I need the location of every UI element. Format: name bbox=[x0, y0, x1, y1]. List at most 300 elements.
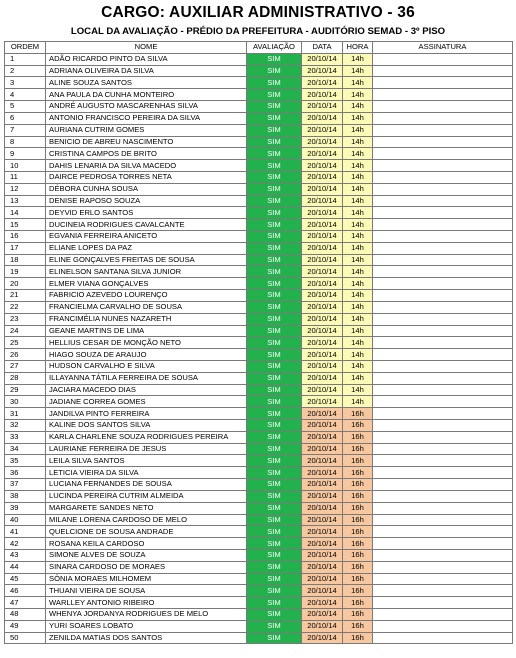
cell-ordem: 48 bbox=[5, 609, 46, 621]
column-header-hora: HORA bbox=[343, 42, 373, 54]
cell-avaliacao: SIM bbox=[247, 396, 302, 408]
cell-avaliacao: SIM bbox=[247, 148, 302, 160]
cell-hora: 14h bbox=[343, 77, 373, 89]
cell-data: 20/10/14 bbox=[302, 301, 343, 313]
cell-hora: 16h bbox=[343, 408, 373, 420]
cell-ordem: 44 bbox=[5, 561, 46, 573]
cell-ordem: 20 bbox=[5, 278, 46, 290]
cell-data: 20/10/14 bbox=[302, 325, 343, 337]
table-row bbox=[5, 620, 513, 632]
cell-nome: ELINE GONÇALVES FREITAS DE SOUSA bbox=[46, 254, 247, 266]
cell-assinatura bbox=[373, 360, 513, 372]
cell-hora: 14h bbox=[343, 207, 373, 219]
cell-ordem: 42 bbox=[5, 538, 46, 550]
cell-assinatura bbox=[373, 207, 513, 219]
cell-avaliacao: SIM bbox=[247, 372, 302, 384]
cell-data: 20/10/14 bbox=[302, 219, 343, 231]
cell-avaliacao: SIM bbox=[247, 171, 302, 183]
cell-assinatura bbox=[373, 526, 513, 538]
cell-ordem: 32 bbox=[5, 420, 46, 432]
cell-hora: 14h bbox=[343, 65, 373, 77]
table-row bbox=[5, 396, 513, 408]
cell-data: 20/10/14 bbox=[302, 183, 343, 195]
table-header-row bbox=[5, 42, 513, 54]
cell-nome: LETICIA VIEIRA DA SILVA bbox=[46, 467, 247, 479]
table-row bbox=[5, 502, 513, 514]
cell-hora: 16h bbox=[343, 561, 373, 573]
cell-avaliacao: SIM bbox=[247, 597, 302, 609]
cell-data: 20/10/14 bbox=[302, 313, 343, 325]
cell-nome: QUELCIONE DE SOUSA ANDRADE bbox=[46, 526, 247, 538]
cell-nome: KARLA CHARLENE SOUZA RODRIGUES PEREIRA bbox=[46, 431, 247, 443]
cell-avaliacao: SIM bbox=[247, 313, 302, 325]
cell-assinatura bbox=[373, 479, 513, 491]
cell-avaliacao: SIM bbox=[247, 290, 302, 302]
cell-nome: DÉBORA CUNHA SOUSA bbox=[46, 183, 247, 195]
cell-assinatura bbox=[373, 160, 513, 172]
cell-data: 20/10/14 bbox=[302, 171, 343, 183]
cell-avaliacao: SIM bbox=[247, 420, 302, 432]
cell-avaliacao: SIM bbox=[247, 431, 302, 443]
cell-assinatura bbox=[373, 183, 513, 195]
cell-hora: 14h bbox=[343, 148, 373, 160]
cell-hora: 14h bbox=[343, 254, 373, 266]
cell-avaliacao: SIM bbox=[247, 53, 302, 65]
cell-data: 20/10/14 bbox=[302, 254, 343, 266]
cell-data: 20/10/14 bbox=[302, 101, 343, 113]
cell-avaliacao: SIM bbox=[247, 160, 302, 172]
cell-nome: ZENILDA MATIAS DOS SANTOS bbox=[46, 632, 247, 644]
cell-hora: 16h bbox=[343, 620, 373, 632]
table-row bbox=[5, 443, 513, 455]
cell-nome: EGVANIA FERREIRA ANICETO bbox=[46, 231, 247, 243]
cell-assinatura bbox=[373, 278, 513, 290]
cell-nome: DAHIS LENARIA DA SILVA MACEDO bbox=[46, 160, 247, 172]
cell-assinatura bbox=[373, 148, 513, 160]
cell-hora: 16h bbox=[343, 585, 373, 597]
cell-nome: JACIARA MACEDO DIAS bbox=[46, 384, 247, 396]
cell-nome: CRISTINA CAMPOS DE BRITO bbox=[46, 148, 247, 160]
table-row bbox=[5, 301, 513, 313]
cell-hora: 16h bbox=[343, 431, 373, 443]
table-row bbox=[5, 124, 513, 136]
cell-hora: 16h bbox=[343, 573, 373, 585]
cell-data: 20/10/14 bbox=[302, 360, 343, 372]
cell-avaliacao: SIM bbox=[247, 183, 302, 195]
cell-avaliacao: SIM bbox=[247, 337, 302, 349]
cell-avaliacao: SIM bbox=[247, 443, 302, 455]
cell-ordem: 33 bbox=[5, 431, 46, 443]
table-row bbox=[5, 254, 513, 266]
cell-data: 20/10/14 bbox=[302, 266, 343, 278]
cell-assinatura bbox=[373, 632, 513, 644]
cell-assinatura bbox=[373, 219, 513, 231]
cell-avaliacao: SIM bbox=[247, 266, 302, 278]
table-row bbox=[5, 609, 513, 621]
cell-nome: DUCINEIA RODRIGUES CAVALCANTE bbox=[46, 219, 247, 231]
cell-avaliacao: SIM bbox=[247, 502, 302, 514]
cell-hora: 14h bbox=[343, 160, 373, 172]
cell-hora: 14h bbox=[343, 290, 373, 302]
cell-avaliacao: SIM bbox=[247, 455, 302, 467]
cell-avaliacao: SIM bbox=[247, 408, 302, 420]
table-row bbox=[5, 585, 513, 597]
cell-hora: 14h bbox=[343, 195, 373, 207]
cell-avaliacao: SIM bbox=[247, 89, 302, 101]
cell-avaliacao: SIM bbox=[247, 384, 302, 396]
cell-assinatura bbox=[373, 585, 513, 597]
cell-avaliacao: SIM bbox=[247, 195, 302, 207]
cell-data: 20/10/14 bbox=[302, 112, 343, 124]
cell-assinatura bbox=[373, 325, 513, 337]
cell-nome: THUANI VIEIRA DE SOUSA bbox=[46, 585, 247, 597]
cell-assinatura bbox=[373, 561, 513, 573]
table-row bbox=[5, 325, 513, 337]
cell-ordem: 12 bbox=[5, 183, 46, 195]
cell-data: 20/10/14 bbox=[302, 278, 343, 290]
cell-data: 20/10/14 bbox=[302, 124, 343, 136]
cell-ordem: 19 bbox=[5, 266, 46, 278]
cell-hora: 14h bbox=[343, 301, 373, 313]
cell-hora: 16h bbox=[343, 632, 373, 644]
cell-ordem: 22 bbox=[5, 301, 46, 313]
cell-data: 20/10/14 bbox=[302, 349, 343, 361]
cell-avaliacao: SIM bbox=[247, 254, 302, 266]
cell-assinatura bbox=[373, 514, 513, 526]
cell-nome: JANDILVA PINTO FERREIRA bbox=[46, 408, 247, 420]
cell-avaliacao: SIM bbox=[247, 112, 302, 124]
cell-avaliacao: SIM bbox=[247, 301, 302, 313]
cell-hora: 14h bbox=[343, 396, 373, 408]
cell-ordem: 15 bbox=[5, 219, 46, 231]
cell-avaliacao: SIM bbox=[247, 467, 302, 479]
cell-assinatura bbox=[373, 573, 513, 585]
cell-ordem: 40 bbox=[5, 514, 46, 526]
table-row bbox=[5, 573, 513, 585]
cell-assinatura bbox=[373, 89, 513, 101]
table-row bbox=[5, 420, 513, 432]
cell-avaliacao: SIM bbox=[247, 349, 302, 361]
cell-assinatura bbox=[373, 313, 513, 325]
table-body bbox=[5, 53, 513, 644]
table-row bbox=[5, 183, 513, 195]
cell-data: 20/10/14 bbox=[302, 573, 343, 585]
cell-nome: DAIRCE PEDROSA TORRES NETA bbox=[46, 171, 247, 183]
cell-data: 20/10/14 bbox=[302, 420, 343, 432]
column-header-assinatura: ASSINATURA bbox=[373, 42, 513, 54]
cell-hora: 14h bbox=[343, 124, 373, 136]
cell-data: 20/10/14 bbox=[302, 490, 343, 502]
cell-data: 20/10/14 bbox=[302, 337, 343, 349]
cell-avaliacao: SIM bbox=[247, 490, 302, 502]
cell-hora: 14h bbox=[343, 313, 373, 325]
cell-data: 20/10/14 bbox=[302, 231, 343, 243]
page-title: CARGO: AUXILIAR ADMINISTRATIVO - 36 bbox=[101, 4, 415, 21]
cell-hora: 14h bbox=[343, 183, 373, 195]
cell-data: 20/10/14 bbox=[302, 526, 343, 538]
cell-avaliacao: SIM bbox=[247, 242, 302, 254]
cell-hora: 14h bbox=[343, 171, 373, 183]
column-header-nome: NOME bbox=[46, 42, 247, 54]
cell-ordem: 50 bbox=[5, 632, 46, 644]
cell-hora: 14h bbox=[343, 219, 373, 231]
cell-avaliacao: SIM bbox=[247, 325, 302, 337]
cell-ordem: 8 bbox=[5, 136, 46, 148]
table-row bbox=[5, 372, 513, 384]
table-row bbox=[5, 53, 513, 65]
cell-data: 20/10/14 bbox=[302, 160, 343, 172]
cell-data: 20/10/14 bbox=[302, 53, 343, 65]
cell-data: 20/10/14 bbox=[302, 148, 343, 160]
table-row bbox=[5, 148, 513, 160]
table-row bbox=[5, 526, 513, 538]
cell-ordem: 24 bbox=[5, 325, 46, 337]
cell-hora: 16h bbox=[343, 490, 373, 502]
cell-avaliacao: SIM bbox=[247, 124, 302, 136]
cell-assinatura bbox=[373, 372, 513, 384]
cell-assinatura bbox=[373, 301, 513, 313]
cell-hora: 14h bbox=[343, 53, 373, 65]
cell-avaliacao: SIM bbox=[247, 538, 302, 550]
cell-ordem: 37 bbox=[5, 479, 46, 491]
cell-hora: 14h bbox=[343, 278, 373, 290]
cell-ordem: 9 bbox=[5, 148, 46, 160]
table-row bbox=[5, 112, 513, 124]
cell-nome: LUCIANA FERNANDES DE SOUSA bbox=[46, 479, 247, 491]
cell-hora: 14h bbox=[343, 242, 373, 254]
cell-nome: ELINELSON SANTANA SILVA JUNIOR bbox=[46, 266, 247, 278]
cell-data: 20/10/14 bbox=[302, 242, 343, 254]
cell-ordem: 35 bbox=[5, 455, 46, 467]
cell-assinatura bbox=[373, 502, 513, 514]
cell-data: 20/10/14 bbox=[302, 396, 343, 408]
cell-ordem: 34 bbox=[5, 443, 46, 455]
cell-data: 20/10/14 bbox=[302, 443, 343, 455]
cell-nome: ANDRÉ AUGUSTO MASCARENHAS SILVA bbox=[46, 101, 247, 113]
cell-hora: 14h bbox=[343, 231, 373, 243]
cell-nome: LAURIANE FERREIRA DE JESUS bbox=[46, 443, 247, 455]
cell-assinatura bbox=[373, 65, 513, 77]
cell-nome: ALINE SOUZA SANTOS bbox=[46, 77, 247, 89]
cell-avaliacao: SIM bbox=[247, 77, 302, 89]
cell-nome: ANTONIO FRANCISCO PEREIRA DA SILVA bbox=[46, 112, 247, 124]
table-row bbox=[5, 431, 513, 443]
cell-data: 20/10/14 bbox=[302, 431, 343, 443]
cell-assinatura bbox=[373, 290, 513, 302]
cell-nome: JADIANE CORREA GOMES bbox=[46, 396, 247, 408]
table-row bbox=[5, 278, 513, 290]
cell-ordem: 39 bbox=[5, 502, 46, 514]
cell-hora: 14h bbox=[343, 384, 373, 396]
cell-avaliacao: SIM bbox=[247, 207, 302, 219]
cell-avaliacao: SIM bbox=[247, 278, 302, 290]
cell-ordem: 21 bbox=[5, 290, 46, 302]
cell-assinatura bbox=[373, 455, 513, 467]
page-subtitle: LOCAL DA AVALIAÇÃO - PRÉDIO DA PREFEITURA - AUDITÓRIO SEMAD - 3º PISO bbox=[70, 26, 446, 37]
cell-nome: ADRIANA OLIVEIRA DA SILVA bbox=[46, 65, 247, 77]
table-row bbox=[5, 514, 513, 526]
cell-assinatura bbox=[373, 171, 513, 183]
cell-assinatura bbox=[373, 431, 513, 443]
table-row bbox=[5, 360, 513, 372]
cell-assinatura bbox=[373, 549, 513, 561]
cell-ordem: 2 bbox=[5, 65, 46, 77]
cell-avaliacao: SIM bbox=[247, 101, 302, 113]
table-row bbox=[5, 561, 513, 573]
cell-ordem: 29 bbox=[5, 384, 46, 396]
cell-assinatura bbox=[373, 620, 513, 632]
table-row bbox=[5, 266, 513, 278]
cell-hora: 16h bbox=[343, 597, 373, 609]
cell-hora: 16h bbox=[343, 538, 373, 550]
cell-ordem: 30 bbox=[5, 396, 46, 408]
cell-ordem: 36 bbox=[5, 467, 46, 479]
cell-data: 20/10/14 bbox=[302, 408, 343, 420]
cell-assinatura bbox=[373, 231, 513, 243]
cell-nome: LUCINDA PEREIRA CUTRIM ALMEIDA bbox=[46, 490, 247, 502]
cell-ordem: 45 bbox=[5, 573, 46, 585]
cell-hora: 16h bbox=[343, 549, 373, 561]
cell-assinatura bbox=[373, 396, 513, 408]
cell-hora: 16h bbox=[343, 609, 373, 621]
column-header-avaliacao: AVALIAÇÃO bbox=[247, 42, 302, 54]
cell-assinatura bbox=[373, 490, 513, 502]
cell-data: 20/10/14 bbox=[302, 561, 343, 573]
cell-assinatura bbox=[373, 384, 513, 396]
cell-ordem: 11 bbox=[5, 171, 46, 183]
cell-avaliacao: SIM bbox=[247, 620, 302, 632]
cell-assinatura bbox=[373, 195, 513, 207]
cell-assinatura bbox=[373, 467, 513, 479]
cell-hora: 14h bbox=[343, 349, 373, 361]
table-row bbox=[5, 467, 513, 479]
cell-avaliacao: SIM bbox=[247, 561, 302, 573]
cell-avaliacao: SIM bbox=[247, 549, 302, 561]
cell-data: 20/10/14 bbox=[302, 77, 343, 89]
table-row bbox=[5, 195, 513, 207]
cell-ordem: 49 bbox=[5, 620, 46, 632]
table-row bbox=[5, 160, 513, 172]
cell-hora: 14h bbox=[343, 136, 373, 148]
cell-ordem: 6 bbox=[5, 112, 46, 124]
cell-data: 20/10/14 bbox=[302, 65, 343, 77]
cell-avaliacao: SIM bbox=[247, 479, 302, 491]
cell-assinatura bbox=[373, 408, 513, 420]
cell-avaliacao: SIM bbox=[247, 609, 302, 621]
table-row bbox=[5, 207, 513, 219]
cell-ordem: 28 bbox=[5, 372, 46, 384]
cell-nome: WHENYA JORDANYA RODRIGUES DE MELO bbox=[46, 609, 247, 621]
cell-hora: 16h bbox=[343, 467, 373, 479]
cell-hora: 16h bbox=[343, 443, 373, 455]
cell-nome: FRANCIELMA CARVALHO DE SOUSA bbox=[46, 301, 247, 313]
cell-nome: DENISE RAPOSO SOUZA bbox=[46, 195, 247, 207]
cell-hora: 14h bbox=[343, 89, 373, 101]
cell-data: 20/10/14 bbox=[302, 620, 343, 632]
cell-assinatura bbox=[373, 101, 513, 113]
cell-nome: ELIANE LOPES DA PAZ bbox=[46, 242, 247, 254]
cell-data: 20/10/14 bbox=[302, 207, 343, 219]
cell-hora: 16h bbox=[343, 502, 373, 514]
table-row bbox=[5, 171, 513, 183]
cell-nome: SIMONE ALVES DE SOUZA bbox=[46, 549, 247, 561]
cell-assinatura bbox=[373, 337, 513, 349]
cell-data: 20/10/14 bbox=[302, 290, 343, 302]
table-row bbox=[5, 455, 513, 467]
cell-data: 20/10/14 bbox=[302, 89, 343, 101]
table-row bbox=[5, 313, 513, 325]
cell-assinatura bbox=[373, 266, 513, 278]
table-row bbox=[5, 77, 513, 89]
cell-ordem: 31 bbox=[5, 408, 46, 420]
cell-ordem: 14 bbox=[5, 207, 46, 219]
cell-ordem: 23 bbox=[5, 313, 46, 325]
table-row bbox=[5, 349, 513, 361]
table-row bbox=[5, 490, 513, 502]
cell-hora: 16h bbox=[343, 479, 373, 491]
cell-avaliacao: SIM bbox=[247, 526, 302, 538]
table-row bbox=[5, 290, 513, 302]
cell-ordem: 18 bbox=[5, 254, 46, 266]
cell-nome: DEYVID ERLO SANTOS bbox=[46, 207, 247, 219]
cell-data: 20/10/14 bbox=[302, 136, 343, 148]
cell-ordem: 25 bbox=[5, 337, 46, 349]
table-row bbox=[5, 219, 513, 231]
cell-data: 20/10/14 bbox=[302, 632, 343, 644]
table-row bbox=[5, 231, 513, 243]
table-row bbox=[5, 597, 513, 609]
cell-nome: WARLLEY ANTONIO RIBEIRO bbox=[46, 597, 247, 609]
cell-nome: AURIANA CUTRIM GOMES bbox=[46, 124, 247, 136]
cell-hora: 14h bbox=[343, 112, 373, 124]
cell-ordem: 43 bbox=[5, 549, 46, 561]
cell-nome: YURI SOARES LOBATO bbox=[46, 620, 247, 632]
cell-hora: 14h bbox=[343, 325, 373, 337]
cell-ordem: 47 bbox=[5, 597, 46, 609]
cell-assinatura bbox=[373, 136, 513, 148]
cell-assinatura bbox=[373, 609, 513, 621]
cell-nome: FABRICIO AZEVEDO LOURENÇO bbox=[46, 290, 247, 302]
cell-assinatura bbox=[373, 349, 513, 361]
cell-data: 20/10/14 bbox=[302, 549, 343, 561]
cell-avaliacao: SIM bbox=[247, 632, 302, 644]
cell-ordem: 27 bbox=[5, 360, 46, 372]
cell-nome: SÔNIA MORAES MILHOMEM bbox=[46, 573, 247, 585]
table-row bbox=[5, 384, 513, 396]
cell-ordem: 10 bbox=[5, 160, 46, 172]
table-row bbox=[5, 538, 513, 550]
cell-assinatura bbox=[373, 254, 513, 266]
table-row bbox=[5, 479, 513, 491]
cell-nome: BENICIO DE ABREU NASCIMENTO bbox=[46, 136, 247, 148]
cell-data: 20/10/14 bbox=[302, 479, 343, 491]
cell-data: 20/10/14 bbox=[302, 372, 343, 384]
cell-ordem: 41 bbox=[5, 526, 46, 538]
cell-nome: ROSANA KEILA CARDOSO bbox=[46, 538, 247, 550]
cell-nome: LEILA SILVA SANTOS bbox=[46, 455, 247, 467]
cell-ordem: 5 bbox=[5, 101, 46, 113]
cell-data: 20/10/14 bbox=[302, 467, 343, 479]
cell-nome: MILANE LORENA CARDOSO DE MELO bbox=[46, 514, 247, 526]
cell-ordem: 17 bbox=[5, 242, 46, 254]
cell-assinatura bbox=[373, 53, 513, 65]
evaluation-sheet bbox=[4, 2, 512, 644]
table-row bbox=[5, 337, 513, 349]
cell-assinatura bbox=[373, 124, 513, 136]
cell-assinatura bbox=[373, 112, 513, 124]
cell-hora: 16h bbox=[343, 514, 373, 526]
cell-nome: ANA PAULA DA CUNHA MONTEIRO bbox=[46, 89, 247, 101]
